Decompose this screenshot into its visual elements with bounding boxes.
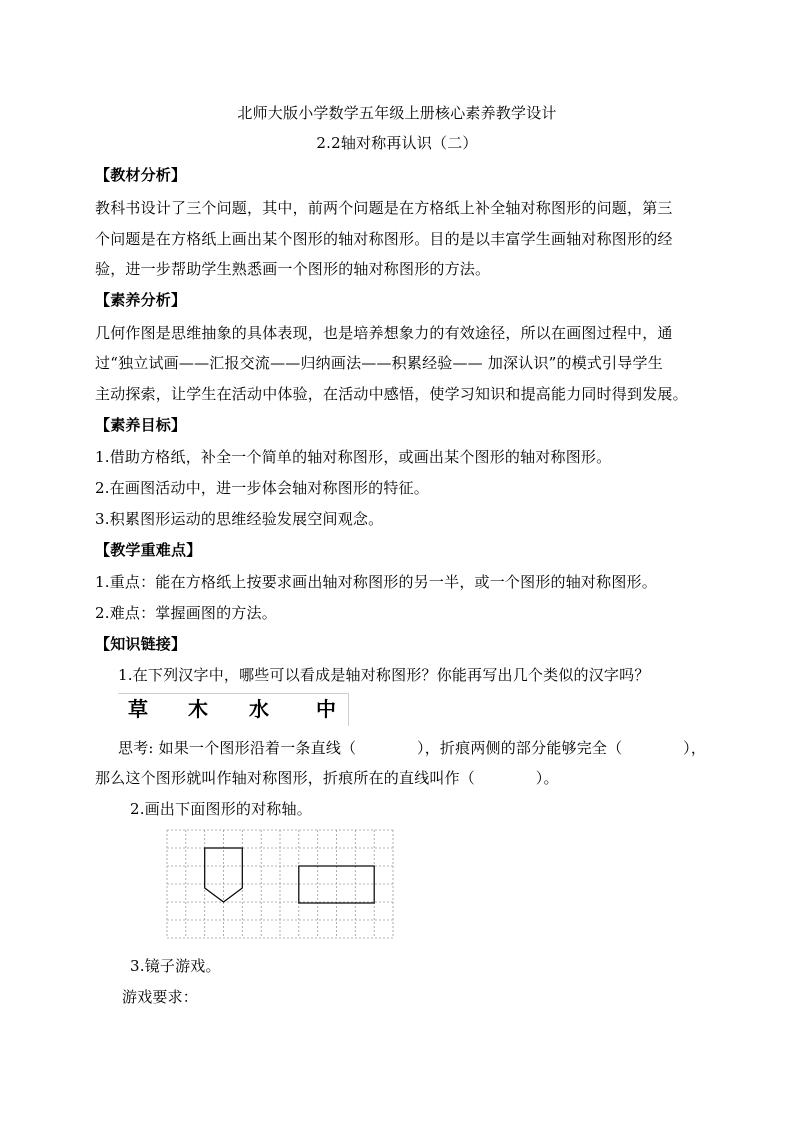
question-1: 1.在下列汉字中，哪些可以看成是轴对称图形？你能再写出几个类似的汉字吗？ (118, 666, 650, 684)
page-title: 北师大版小学数学五年级上册核心素养教学设计 (237, 104, 557, 122)
section-heading-links: 【知识链接】 (95, 635, 187, 653)
think-line-2: 那么这个图形就叫作轴对称图形，折痕所在的直线叫作（ ）。 (95, 769, 559, 787)
hanzi-box (118, 693, 349, 726)
section-heading-goals: 【素养目标】 (95, 416, 187, 434)
literacy-line-1: 几何作图是思维抽象的具体表现，也是培养想象力的有效途径，所以在画图过程中，通 (95, 324, 673, 342)
material-line-3: 验，进一步帮助学生熟悉画一个图形的轴对称图形的方法。 (95, 260, 491, 278)
literacy-line-2: 过“独立试画——汇报交流——归纳画法——积累经验—— 加深认识”的模式引导学生 (95, 354, 663, 372)
section-heading-keypoints: 【教学重难点】 (95, 541, 202, 559)
goal-item-3: 3.积累图形运动的思维经验发展空间观念。 (95, 510, 384, 528)
question-2: 2.画出下面图形的对称轴。 (130, 800, 312, 818)
keypoint-item-2: 2.难点：掌握画图的方法。 (95, 604, 277, 622)
game-rules-label: 游戏要求： (122, 988, 199, 1006)
hanzi-char: 水 (249, 697, 269, 721)
section-heading-literacy: 【素养分析】 (95, 291, 187, 309)
goal-item-2: 2.在画图活动中，进一步体会轴对称图形的特征。 (95, 479, 429, 497)
section-heading-material: 【教材分析】 (95, 166, 187, 184)
hanzi-char: 中 (316, 697, 336, 721)
hanzi-char: 草 (128, 697, 148, 721)
question-3: 3.镜子游戏。 (130, 957, 221, 975)
grid-figure (165, 828, 395, 940)
keypoint-item-1: 1.重点：能在方格纸上按要求画出轴对称图形的另一半，或一个图形的轴对称图形。 (95, 573, 657, 591)
material-line-1: 教科书设计了三个问题，其中，前两个问题是在方格纸上补全轴对称图形的问题，第三 (95, 199, 673, 217)
goal-item-1: 1.借助方格纸，补全一个简单的轴对称图形，或画出某个图形的轴对称图形。 (95, 448, 612, 466)
material-line-2: 个问题是在方格纸上画出某个图形的轴对称图形。目的是以丰富学生画轴对称图形的经 (95, 230, 673, 248)
think-line-1: 思考: 如果一个图形沿着一条直线（ ），折痕两侧的部分能够完全（ ）， (118, 739, 707, 757)
hanzi-char: 木 (188, 697, 208, 721)
literacy-line-3: 主动探索，让学生在活动中体验，在活动中感悟，使学习知识和提高能力同时得到发展。 (95, 385, 688, 403)
lesson-subtitle: 2.2轴对称再认识（二） (316, 134, 478, 152)
